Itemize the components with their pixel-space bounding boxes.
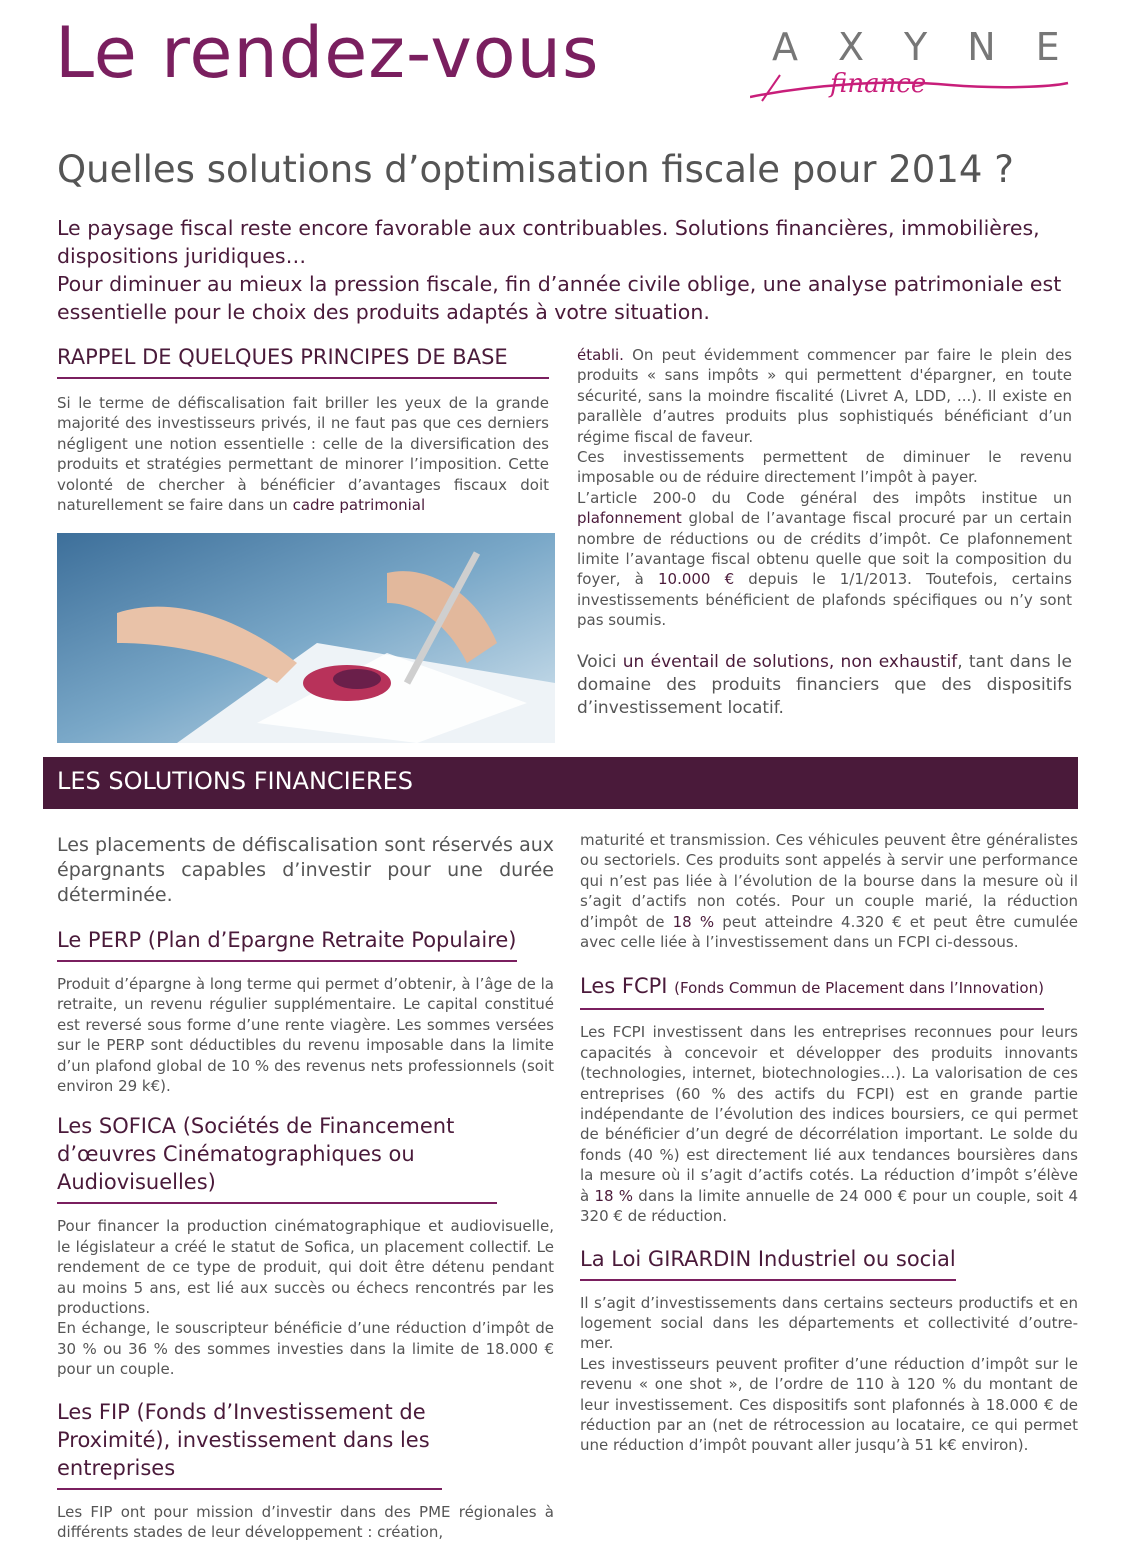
logo-subtitle: finance <box>830 69 927 99</box>
perp-text: Produit d’épargne à long terme qui permet d’obtenir, à l’âge de la retraite, un revenu régulier supplémentaire. Le capital constitué est reversé sous forme d’une rente viagère. Les sommes versées sur le PERP sont déductibles du revenu imposable dans la limite d’un plafond global de 10 % des revenus nets professionnels (soit environ 29 k€). <box>57 975 554 1096</box>
rappel-text-c: Ces investissements permettent de diminuer le revenu imposable ou de réduire directement l’impôt à payer. <box>577 448 1072 487</box>
rappel-text-d1: L’article 200-0 du Code général des impôts institue un <box>577 488 1072 507</box>
fcpi-heading-main: Les FCPI <box>580 974 668 999</box>
rappel-text-b-strong: établi. <box>577 346 624 364</box>
rappel-text-d-amount: 10.000 € <box>657 570 735 589</box>
logo-letters: AXYNE <box>772 25 1100 69</box>
sofica-heading: Les SOFICA (Sociétés de Financement d’œuvres Cinématographiques ou Audiovisuelles) <box>57 1112 497 1204</box>
section-band-title: LES SOLUTIONS FINANCIERES <box>57 767 413 795</box>
girardin-text-2: Les investisseurs peuvent profiter d’une réduction d’impôt sur le revenu « one shot », de l’ordre de 110 à 120 % du montant de leur investissement. Ces dispositifs sont plafonnés à 18.000 € de réduction par an (net de rétrocession au locataire, ce qui permet une réduction d’impôt pouvant aller jusqu’à 51 k€ environ). <box>580 1354 1078 1455</box>
perp-heading: Le PERP (Plan d’Epargne Retraite Populaire) <box>57 926 517 962</box>
solutions-left-column <box>57 833 554 1543</box>
rappel-text-e-strong: un éventail de solutions, non exhaustif <box>622 651 958 672</box>
solutions-lead: Les placements de défiscalisation sont réservés aux épargnants capables d’investir pour une durée déterminée. <box>57 834 554 906</box>
page-headline: Quelles solutions d’optimisation fiscale pour 2014 ? <box>57 148 1014 191</box>
rappel-continued <box>577 345 1072 720</box>
fip-cont-1: maturité et transmission. Ces véhicules peuvent être généralistes ou sectoriels. Ces produits sont appelés à servir une performance qui n’est pas liée à l’évolution de la bourse dans la mesure où il s’agit d’actifs non cotés. Pour un couple marié, la réduction d’impôt de <box>580 831 1078 931</box>
fcpi-pct: 18 % <box>594 1186 634 1205</box>
rappel-text-b-body: On peut évidemment commencer par faire le plein des produits « sans impôts » qui permettent d'épargner, en toute sécurité, sans la moindre fiscalité (Livret A, LDD, ...). Il existe en parallèle d’autres produits plus sophistiqués bénéficiant d’un régime fiscal de faveur. <box>577 346 1072 446</box>
fip-cont-2: peut atteindre 4.320 € et peut être cumulée avec celle liée à l’investissement dans un FCPI ci-dessous. <box>580 912 1079 952</box>
rappel-text-d2: global de l’avantage fiscal procuré par un certain nombre de réductions ou de crédits d’impôt. Ce plafonnement limite l’avantage fiscal obtenu quelle que soit la composition du foyer, à <box>577 509 1072 589</box>
axyne-logo <box>750 25 1100 105</box>
fip-continued <box>580 830 1078 952</box>
fcpi-text <box>580 1022 1078 1226</box>
business-photo <box>57 533 555 743</box>
solutions-right-column <box>580 830 1078 1456</box>
business-photo-image <box>57 533 555 743</box>
rappel-text-e1: Voici <box>577 651 623 672</box>
fip-heading: Les FIP (Fonds d’Investissement de Proximité), investissement dans les entreprises <box>57 1398 442 1490</box>
intro-paragraph-2: Pour diminuer au mieux la pression fiscale, fin d’année civile oblige, une analyse patrimoniale est essentielle pour le choix des produits adaptés à votre situation. <box>57 272 1062 324</box>
rappel-heading: RAPPEL DE QUELQUES PRINCIPES DE BASE <box>57 343 549 379</box>
girardin-heading: La Loi GIRARDIN Industriel ou social <box>580 1245 956 1281</box>
rappel-section <box>57 343 549 515</box>
rappel-text-b <box>577 345 1072 447</box>
rappel-text-a-strong: cadre patrimonial <box>292 496 426 515</box>
fcpi-heading <box>580 972 1044 1010</box>
rappel-text-d3: depuis le 1/1/2013. Toutefois, certains investissements bénéficient de plafonds spécifiques ou n’y sont pas soumis. <box>577 570 1072 630</box>
fip-text: Les FIP ont pour mission d’investir dans des PME régionales à différents stades de leur développement : création, <box>57 1502 554 1542</box>
rappel-text-a-body: Si le terme de défiscalisation fait briller les yeux de la grande majorité des investisseurs privés, il ne faut pas que ces derniers négligent une notion essentielle : celle de la diversification des produits et stratégies permettant de minorer l’imposition. Cette volonté de chercher à bénéficier d’avantages fiscaux doit naturellement se faire dans un <box>57 394 549 515</box>
sofica-text-1: Pour financer la production cinématographique et audiovisuelle, le législateur a créé le statut de Sofica, un placement collectif. Le rendement de ce type de produit, qui doit être détenu pendant au moins 5 ans, est lié aux succès ou échecs rencontrés par les productions. <box>57 1217 554 1318</box>
sofica-text-2: En échange, le souscripteur bénéficie d’une réduction d’impôt de 30 % ou 36 % des sommes investies dans la limite de 18.000 € pour un couple. <box>57 1319 554 1379</box>
girardin-text-1: Il s’agit d’investissements dans certains secteurs productifs et en logement social dans les départements et collectivité d’outre-mer. <box>580 1293 1078 1353</box>
rappel-text-d <box>577 488 1072 631</box>
rappel-text-e <box>577 651 1072 720</box>
section-band <box>43 757 1078 809</box>
masthead-title: Le rendez-vous <box>55 12 600 94</box>
rappel-text-d-strong: plafonnement <box>577 509 682 528</box>
fcpi-text-1: Les FCPI investissent dans les entreprises reconnues pour leurs capacités à concevoir et développer des produits innovants (technologies, internet, biotechnologies…). La valorisation de ces entreprises (60 % des actifs du FCPI) est en grande partie indépendante de l’évolution des indices boursiers, ce qui permet de bénéficier d’un degré de décorrélation important. Le solde du fonds (40 %) est directement lié aux tendances boursières dans la mesure où il s’agit d’actifs cotés. La réduction d’impôt s’élève à <box>580 1023 1078 1205</box>
rappel-text-e2: , tant dans le domaine des produits financiers que des dispositifs d’investissement locatif. <box>577 651 1072 718</box>
rappel-text-a <box>57 393 549 515</box>
intro-paragraph-1: Le paysage fiscal reste encore favorable aux contribuables. Solutions financières, immobilières, dispositions juridiques… <box>57 216 1040 268</box>
fcpi-heading-small: (Fonds Commun de Placement dans l’Innovation) <box>674 979 1044 998</box>
fip-cont-pct: 18 % <box>672 912 715 931</box>
fcpi-text-2: dans la limite annuelle de 24 000 € pour un couple, soit 4 320 € de réduction. <box>580 1186 1078 1226</box>
